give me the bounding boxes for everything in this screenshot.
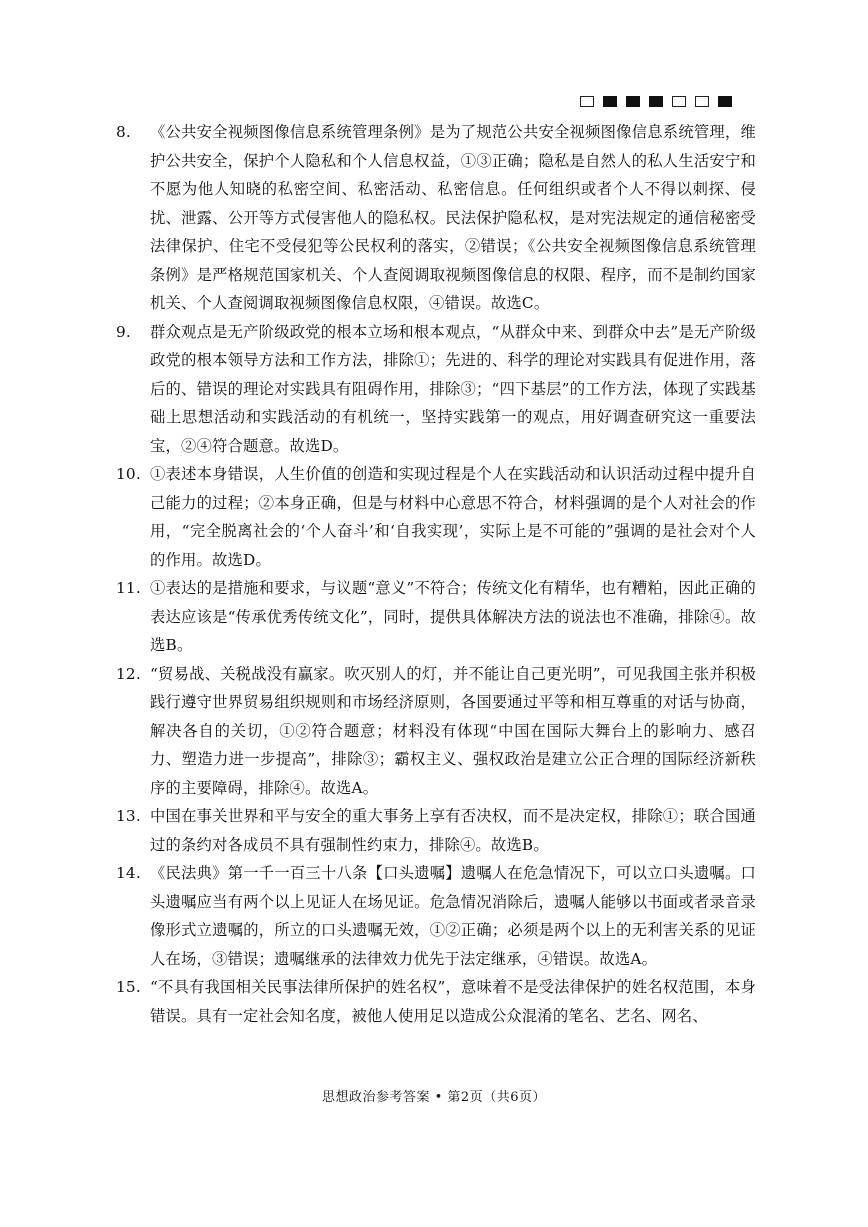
open-square-icon <box>695 96 709 107</box>
answer-text: 《公共安全视频图像信息系统管理条例》是为了规范公共安全视频图像信息系统管理，维护公共安全，保护个人隐私和个人信息权益，①③正确；隐私是自然人的私人生活安宁和不愿为他人知晓的私密空间、私密活动、私密信息。任何组织或者个人不得以刺探、侵扰、泄露、公开等方式侵害他人的隐私权。民法保护隐私权，是对宪法规定的通信秘密受法律保护、住宅不受侵犯等公民权利的落实，②错误；《公共安全视频图像信息系统管理条例》是严格规范国家机关、个人查阅调取视频图像信息的权限、程序，而不是制约国家机关、个人查阅调取视频图像信息权限，④错误。故选C。 <box>150 123 756 312</box>
answer-item-12 <box>116 660 756 803</box>
answer-number: 9. <box>116 322 131 341</box>
open-square-icon <box>580 96 594 107</box>
header-marks <box>580 96 732 107</box>
answer-text: “贸易战、关税战没有赢家。吹灭别人的灯，并不能让自己更光明”，可见我国主张并积极践行遵守世界贸易组织规则和市场经济原则，各国要通过平等和相互尊重的对话与协商，解决各自的关切，①②符合题意；材料没有体现“中国在国际大舞台上的影响力、感召力、塑造力进一步提高”，排除③；霸权主义、强权政治是建立公正合理的国际经济新秩序的主要障碍，排除④。故选A。 <box>150 664 756 797</box>
answer-text: ①表述本身错误，人生价值的创造和实现过程是个人在实践活动和认识活动过程中提升自己能力的过程；②本身正确，但是与材料中心意思不符合，材料强调的是个人对社会的作用，“完全脱离社会的‘个人奋斗’和‘自我实现’，实际上是不可能的”强调的是社会对个人的作用。故选D。 <box>150 465 756 569</box>
answer-number: 12. <box>116 664 141 683</box>
answer-number: 8. <box>116 123 131 141</box>
filled-square-icon <box>718 96 732 107</box>
answer-item-11 <box>116 574 756 660</box>
answer-text: ①表达的是措施和要求，与议题“意义”不符合；传统文化有精华，也有糟粕，因此正确的表达应该是“传承优秀传统文化”，同时，提供具体解决方法的说法也不准确，排除④。故选B。 <box>150 579 756 654</box>
answer-text: “不具有我国相关民事法律所保护的姓名权”，意味着不是受法律保护的姓名权范围，本身错误。具有一定社会知名度，被他人使用足以造成公众混淆的笔名、艺名、网名、 <box>150 978 756 1025</box>
answer-text: 《民法典》第一千一百三十八条【口头遗嘱】遗嘱人在危急情况下，可以立口头遗嘱。口头遗嘱应当有两个以上见证人在场见证。危急情况消除后，遗嘱人能够以书面或者录音录像形式立遗嘱的，所立的口头遗嘱无效，①②正确；必须是两个以上的无利害关系的见证人在场，③错误；遗嘱继承的法律效力优先于法定继承，④错误。故选A。 <box>150 864 756 968</box>
answer-text: 群众观点是无产阶级政党的根本立场和根本观点，“从群众中来、到群众中去”是无产阶级政党的根本领导方法和工作方法，排除①；先进的、科学的理论对实践具有促进作用，落后的、错误的理论对实践具有阻碍作用，排除③；“四下基层”的工作方法，体现了实践基础上思想活动和实践活动的有机统一，坚持实践第一的观点，用好调查研究这一重要法宝，②④符合题意。故选D。 <box>150 322 756 455</box>
answer-item-8 <box>116 118 756 318</box>
answer-number: 11. <box>116 579 141 597</box>
filled-square-icon <box>603 96 617 107</box>
filled-square-icon <box>626 96 640 107</box>
answer-number: 10. <box>116 465 141 483</box>
answer-number: 14. <box>116 864 141 882</box>
answer-text: 中国在事关世界和平与安全的重大事务上享有否决权，而不是决定权，排除①；联合国通过的条约对各成员不具有强制性约束力，排除④。故选B。 <box>150 807 756 854</box>
answer-item-14 <box>116 859 756 973</box>
answer-item-9 <box>116 318 756 461</box>
answer-item-15 <box>116 973 756 1030</box>
answer-number: 15. <box>116 978 141 996</box>
page-footer: 思想政治参考答案 • 第2页（共6页） <box>322 1090 546 1105</box>
answer-item-13 <box>116 802 756 859</box>
open-square-icon <box>672 96 686 107</box>
filled-square-icon <box>649 96 663 107</box>
answer-item-10 <box>116 460 756 574</box>
answer-number: 13. <box>116 807 141 825</box>
answer-list <box>116 118 756 1030</box>
